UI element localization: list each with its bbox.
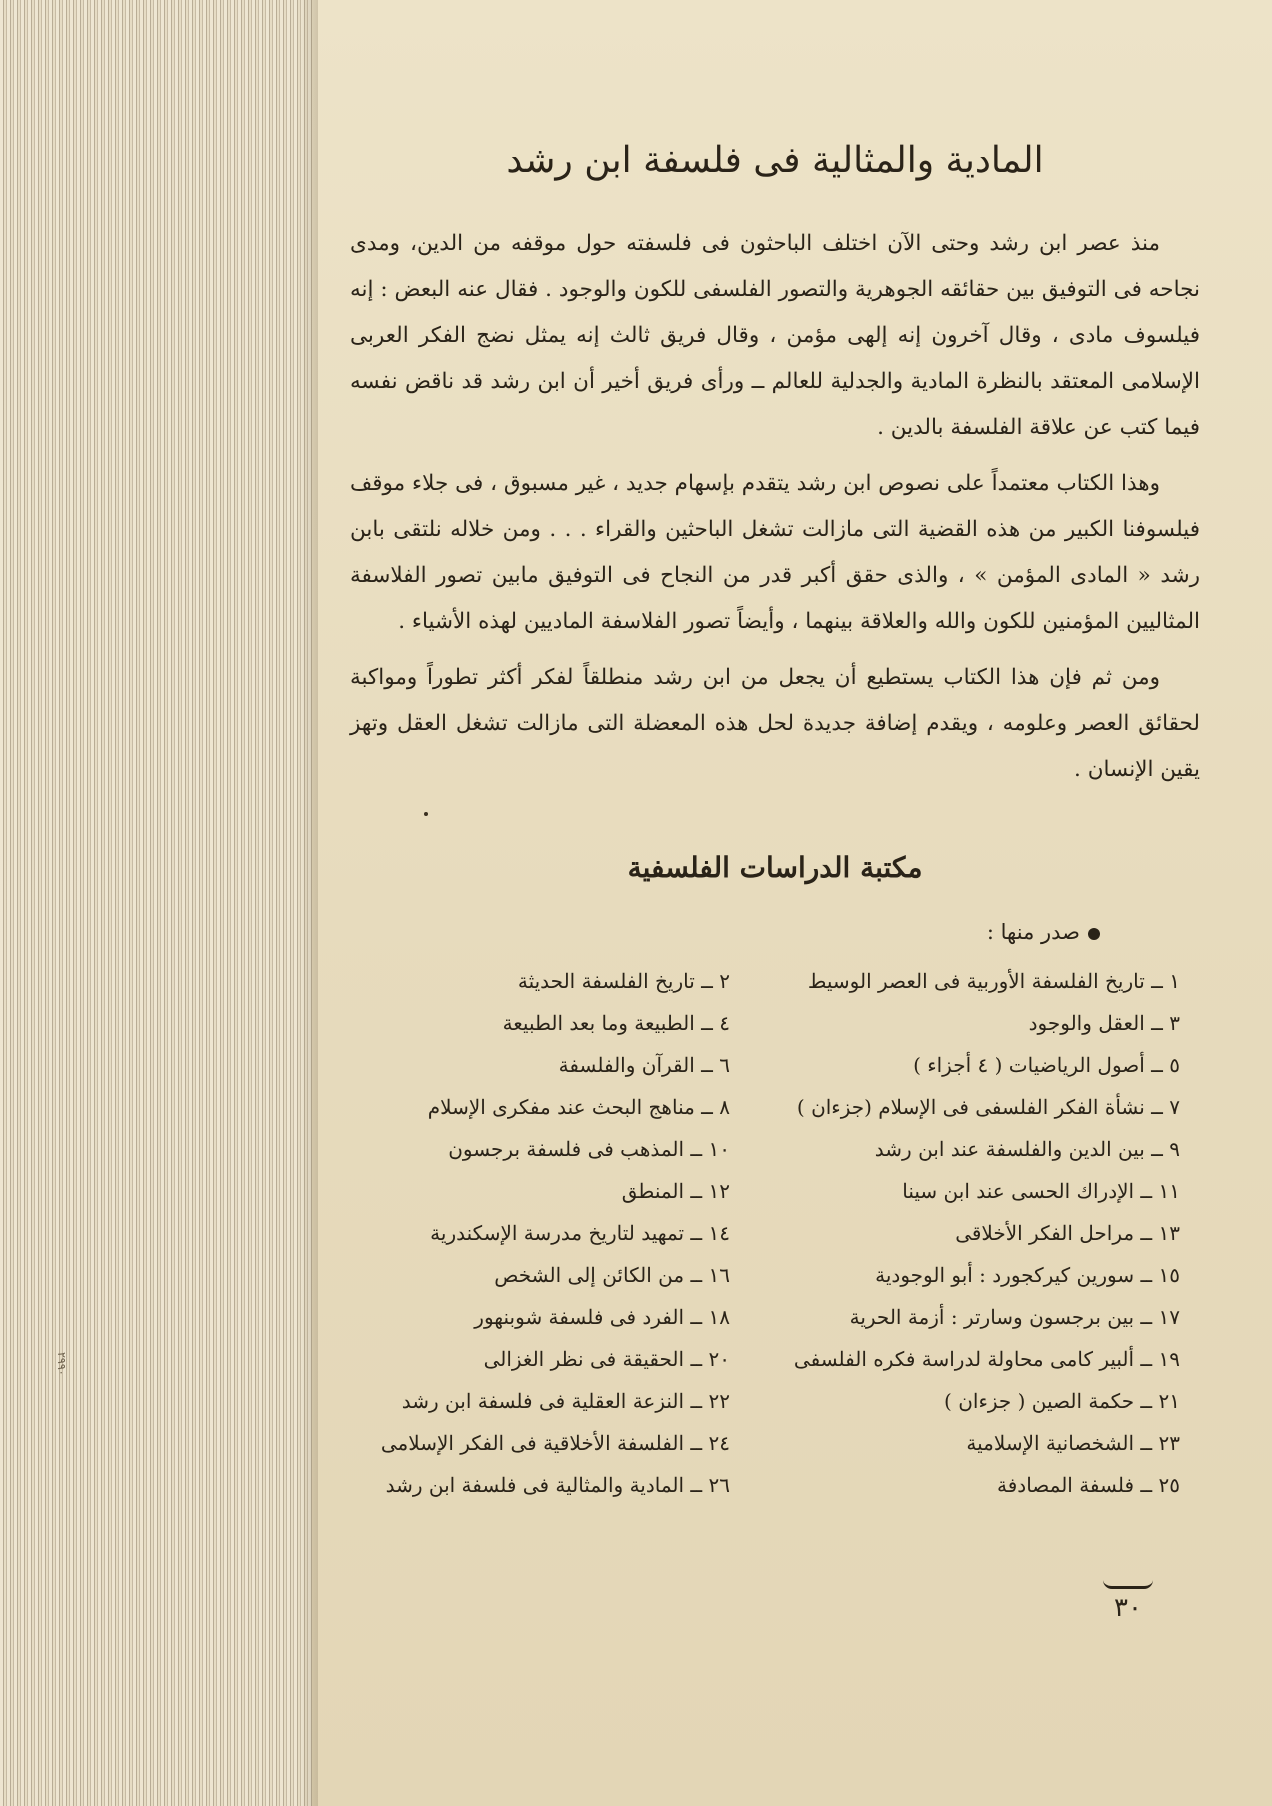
issued-label	[350, 920, 1200, 944]
cover-spine-stripes	[0, 0, 312, 1806]
book-item: ١٢ ــ المنطق	[621, 1179, 730, 1203]
book-item: ١١ ــ الإدراك الحسى عند ابن سينا	[902, 1179, 1180, 1203]
ink-speck	[424, 812, 428, 816]
book-item: ١٠ ــ المذهب فى فلسفة برجسون	[448, 1137, 730, 1161]
book-item: ٩ ــ بين الدين والفلسفة عند ابن رشد	[874, 1137, 1180, 1161]
page-number	[1098, 1580, 1158, 1623]
book-item: ١٩ ــ ألبير كامى محاولة لدراسة فكره الفلسفى	[793, 1347, 1180, 1371]
paragraph-3: ومن ثم فإن هذا الكتاب يستطيع أن يجعل من ابن رشد منطلقاً لفكر أكثر تطوراً ومواكبة لحقائق العصر وعلومه ، ويقدم إضافة جديدة لحل هذه المعضلة التى مازالت تشغل العقل وتهز يقين الإنسان .	[350, 665, 1200, 782]
book-item: ١٤ ــ تمهيد لتاريخ مدرسة الإسكندرية	[430, 1221, 730, 1245]
book-item: ٢٤ ــ الفلسفة الأخلاقية فى الفكر الإسلامى	[380, 1431, 730, 1455]
book-item: ١٨ ــ الفرد فى فلسفة شوبنهور	[474, 1305, 730, 1329]
issued-label-text: صدر منها :	[986, 920, 1080, 944]
book-item: ٢٥ ــ فلسفة المصادفة	[997, 1473, 1180, 1497]
book-item: ٤ ــ الطبيعة وما بعد الطبيعة	[502, 1011, 730, 1035]
book-item: ٦ ــ القرآن والفلسفة	[558, 1053, 730, 1077]
book-item: ١٥ ــ سورين كيركجورد : أبو الوجودية	[875, 1263, 1180, 1287]
book-item: ٢٦ ــ المادية والمثالية فى فلسفة ابن رشد	[385, 1473, 730, 1497]
book-item: ١٣ ــ مراحل الفكر الأخلاقى	[955, 1221, 1180, 1245]
series-title: مكتبة الدراسات الفلسفية	[627, 851, 923, 884]
book-item: ٢١ ــ حكمة الصين ( جزءان )	[944, 1389, 1180, 1413]
book-item: ٧ ــ نشأة الفكر الفلسفى فى الإسلام (جزءان )	[796, 1095, 1180, 1119]
book-list	[350, 962, 1200, 1504]
book-item: ٢٣ ــ الشخصانية الإسلامية	[966, 1431, 1180, 1455]
page-content	[350, 140, 1200, 1504]
paragraph-2: وهذا الكتاب معتمداً على نصوص ابن رشد يتقدم بإسهام جديد ، غير مسبوق ، فى جلاء موقف فيلسوفنا الكبير من هذه القضية التى مازالت تشغل الباحثين والقراء . . . ومن خلاله نلتقى بابن رشد « المادى المؤمن » ، والذى حقق أكبر قدر من النجاح فى التوفيق مابين تصور الفلاسفة المثاليين المؤمنين للكون والله والعلاقة بينهما ، وأيضاً تصور الفلاسفة الماديين لهذه الأشياء .	[350, 471, 1200, 634]
book-item: ٢ ــ تاريخ الفلسفة الحديثة	[517, 969, 730, 993]
book-item: ٥ ــ أصول الرياضيات ( ٤ أجزاء )	[913, 1053, 1180, 1077]
paragraph-1: منذ عصر ابن رشد وحتى الآن اختلف الباحثون فى فلسفته حول موقفه من الدين، ومدى نجاحه فى التوفيق بين حقائقه الجوهرية والتصور الفلسفى للكون والوجود . فقال عنه البعض : إنه فيلسوف مادى ، وقال آخرون إنه إلهى مؤمن ، وقال فريق ثالث إنه يمثل نضج الفكر العربى الإسلامى المعتقد بالنظرة المادية والجدلية للعالم ــ ورأى فريق أخير أن ابن رشد قد ناقض نفسه فيما كتب عن علاقة الفلسفة بالدين .	[350, 231, 1200, 440]
page-title: المادية والمثالية فى فلسفة ابن رشد	[506, 140, 1044, 181]
spine-handwritten-mark: ٢٩٩٠	[55, 1352, 68, 1376]
book-item: ١٦ ــ من الكائن إلى الشخص	[494, 1263, 730, 1287]
bullet-icon	[1088, 928, 1100, 940]
book-item: ٢٢ ــ النزعة العقلية فى فلسفة ابن رشد	[401, 1389, 730, 1413]
book-item: ٨ ــ مناهج البحث عند مفكرى الإسلام	[427, 1095, 730, 1119]
book-item: ٢٠ ــ الحقيقة فى نظر الغزالى	[483, 1347, 730, 1371]
spine-fold-shadow	[300, 0, 318, 1806]
book-item: ١٧ ــ بين برجسون وسارتر : أزمة الحرية	[849, 1305, 1180, 1329]
book-item: ٣ ــ العقل والوجود	[1028, 1011, 1180, 1035]
page-number-ornament	[1103, 1580, 1153, 1589]
page-number-text: ٣٠	[1114, 1593, 1142, 1623]
book-item: ١ ــ تاريخ الفلسفة الأوربية فى العصر الوسيط	[807, 969, 1180, 993]
